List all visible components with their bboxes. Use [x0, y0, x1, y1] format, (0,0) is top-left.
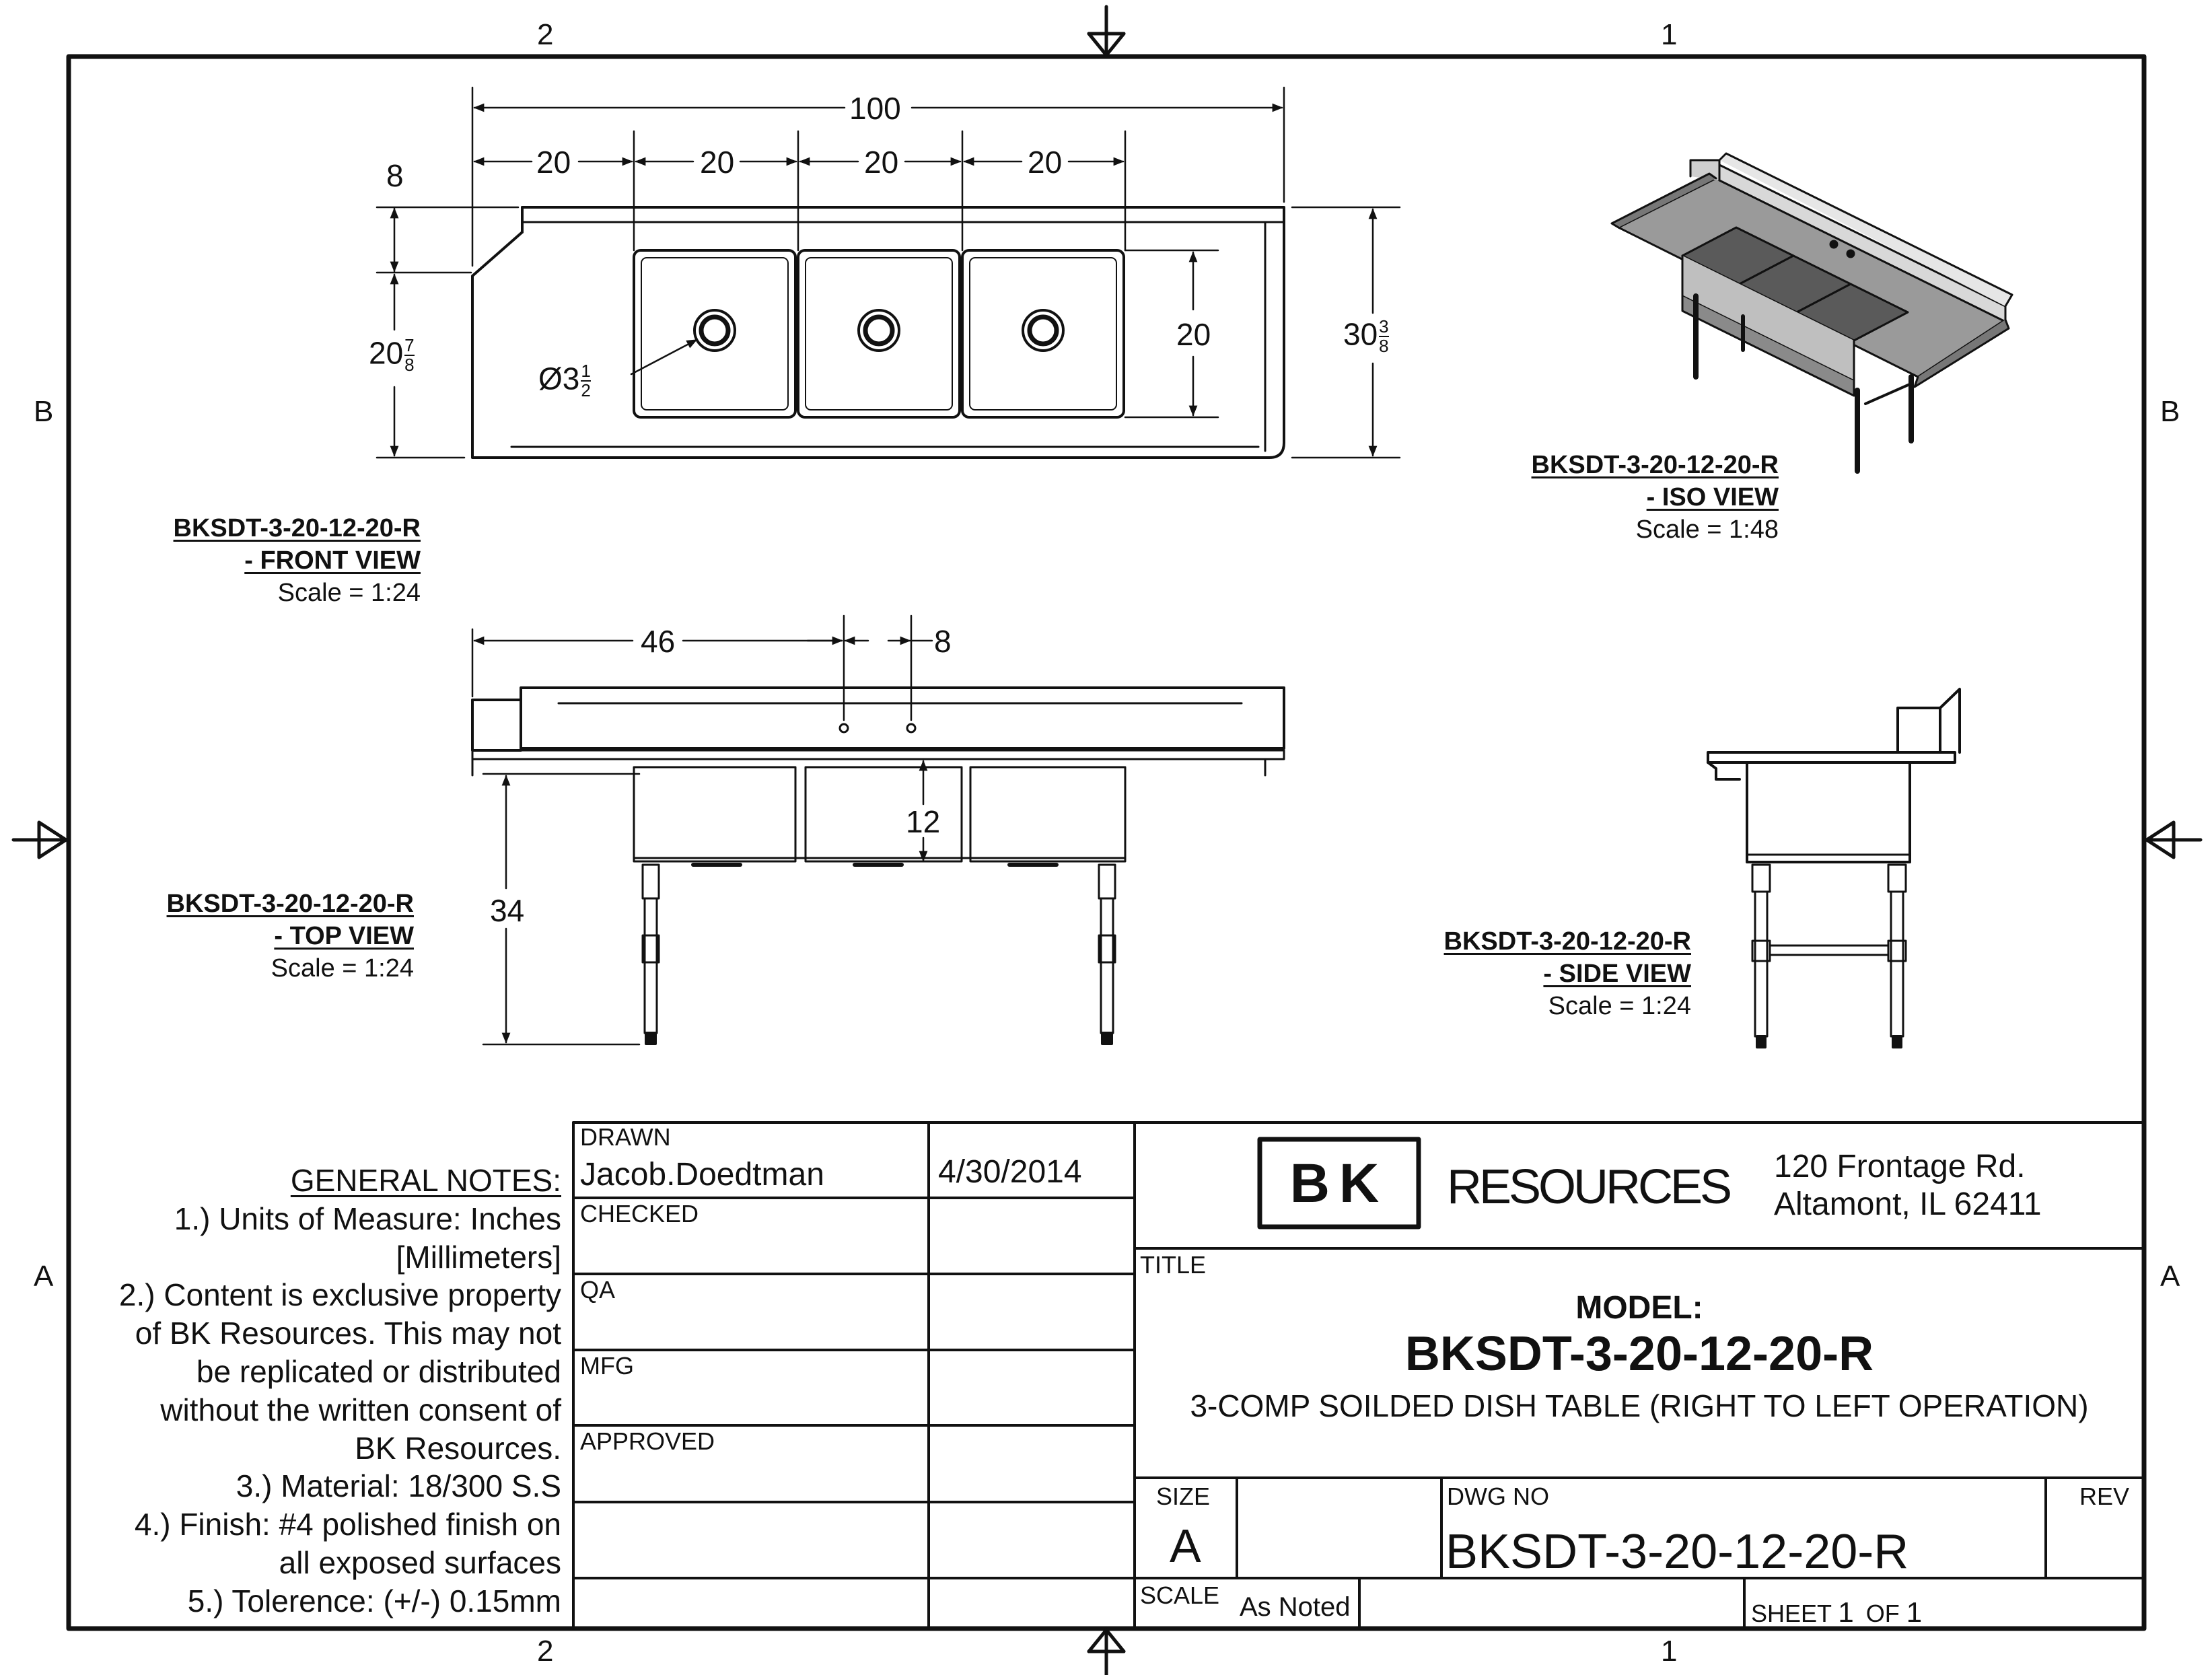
sheet-info	[1751, 1598, 1922, 1627]
dim-drain-whole: 3	[562, 361, 580, 396]
dim-segment-2: 20	[700, 145, 735, 180]
side-view-title-1: BKSDT-3-20-12-20-R	[1443, 927, 1691, 956]
zone-right-a: A	[2160, 1260, 2180, 1293]
company-address-1: 120 Frontage Rd.	[1774, 1149, 2026, 1184]
dim-bowl-height: 12	[906, 804, 941, 839]
iso-view-title-1: BKSDT-3-20-12-20-R	[1531, 451, 1779, 479]
sheet-total: 1	[1906, 1596, 1923, 1628]
dim-depth-num: 7	[404, 335, 415, 355]
dim-segment-3: 20	[864, 145, 899, 180]
iso-view-drawing	[1612, 153, 2012, 471]
note-line: 1.) Units of Measure: Inches	[174, 1201, 561, 1236]
model-description: 3-COMP SOILDED DISH TABLE (RIGHT TO LEFT OPERATION)	[1190, 1388, 2089, 1423]
approved-label: APPROVED	[580, 1427, 715, 1455]
dim-depth	[369, 336, 415, 375]
note-line: all exposed surfaces	[279, 1544, 561, 1580]
dim-depth-whole: 20	[369, 335, 404, 371]
bk-logo: BK	[1289, 1153, 1389, 1214]
scale-value: As Noted	[1240, 1592, 1351, 1622]
dim-drain-num: 1	[581, 361, 591, 381]
top-view-drawing	[472, 688, 1284, 1044]
general-notes-heading: GENERAL NOTES:	[290, 1163, 561, 1198]
dim-bowl-depth: 20	[1176, 317, 1211, 352]
dim-overall-depth-num: 3	[1379, 316, 1389, 336]
drawn-label: DRAWN	[580, 1123, 671, 1151]
center-mark-bottom	[1089, 1629, 1124, 1675]
side-view-title-2: - SIDE VIEW	[1543, 960, 1691, 988]
top-view-dimensions	[472, 616, 932, 1044]
iso-view-title-2: - ISO VIEW	[1646, 483, 1779, 511]
zone-bottom-1: 1	[1661, 1635, 1678, 1668]
center-mark-right	[2144, 822, 2201, 857]
front-view-title-2: - FRONT VIEW	[244, 546, 421, 575]
scale-label: SCALE	[1140, 1581, 1220, 1609]
qa-label: QA	[580, 1276, 616, 1304]
note-line: be replicated or distributed	[196, 1353, 561, 1389]
zone-right-b: B	[2160, 395, 2180, 428]
center-mark-top	[1089, 7, 1124, 57]
diameter-symbol: Ø	[538, 361, 563, 396]
dim-depth-den: 8	[404, 355, 415, 376]
checked-label: CHECKED	[580, 1200, 699, 1227]
zone-left-a: A	[34, 1260, 54, 1293]
zone-left-b: B	[34, 395, 54, 428]
company-name: RESOURCES	[1447, 1160, 1730, 1214]
rev-label: REV	[2079, 1483, 2130, 1510]
side-view-scale: Scale = 1:24	[1548, 992, 1691, 1020]
dim-height: 34	[490, 893, 525, 928]
iso-view-scale: Scale = 1:48	[1635, 515, 1779, 544]
dim-overall-depth-den: 8	[1379, 336, 1389, 357]
front-view-title-1: BKSDT-3-20-12-20-R	[173, 514, 421, 542]
top-view-title-1: BKSDT-3-20-12-20-R	[166, 890, 414, 918]
zone-top-2: 2	[537, 18, 554, 51]
dim-backsplash: 8	[386, 158, 404, 193]
zone-bottom-2: 2	[537, 1635, 554, 1668]
company-address-2: Altamont, IL 62411	[1774, 1186, 2042, 1222]
top-view-title-2: - TOP VIEW	[274, 922, 414, 950]
note-line: without the written consent of	[160, 1392, 561, 1427]
of-label: OF	[1865, 1600, 1900, 1627]
front-view-dimensions	[377, 87, 1400, 458]
note-line: [Millimeters]	[396, 1239, 561, 1275]
dim-segment-1: 20	[536, 145, 571, 180]
iso-view-label	[1532, 452, 1779, 542]
note-line: of BK Resources. This may not	[135, 1316, 561, 1351]
dim-segment-4: 20	[1028, 145, 1063, 180]
front-view-label	[174, 515, 421, 606]
general-notes	[119, 1162, 561, 1620]
note-line: BK Resources.	[355, 1430, 561, 1466]
model-label: MODEL:	[1575, 1290, 1703, 1326]
dim-drain-den: 2	[581, 380, 591, 401]
model-number: BKSDT-3-20-12-20-R	[1404, 1327, 1874, 1381]
sheet-label: SHEET	[1751, 1600, 1832, 1627]
dim-hole-spacing: 8	[934, 624, 952, 659]
front-view-drawing	[472, 207, 1284, 458]
note-line: 4.) Finish: #4 polished finish on	[134, 1507, 561, 1542]
front-view-scale: Scale = 1:24	[277, 579, 421, 607]
drawn-date: 4/30/2014	[938, 1154, 1082, 1190]
drawn-by: Jacob.Doedtman	[580, 1157, 824, 1192]
sheet-number: 1	[1838, 1596, 1854, 1628]
center-mark-left	[13, 822, 69, 857]
dwg-no-value: BKSDT-3-20-12-20-R	[1446, 1525, 1909, 1579]
side-view-label	[1444, 929, 1691, 1019]
top-view-label	[167, 891, 414, 981]
note-line: 5.) Tolerence: (+/-) 0.15mm	[187, 1583, 561, 1618]
note-line: 3.) Material: 18/300 S.S	[236, 1468, 561, 1504]
dim-offset: 46	[641, 624, 676, 659]
title-label: TITLE	[1140, 1251, 1207, 1279]
size-label: SIZE	[1156, 1483, 1211, 1510]
dim-overall-depth-whole: 30	[1343, 316, 1378, 352]
side-view-drawing	[1708, 689, 1960, 1047]
dwg-no-label: DWG NO	[1447, 1483, 1549, 1510]
zone-top-1: 1	[1661, 18, 1678, 51]
dim-overall-width: 100	[849, 91, 901, 126]
top-view-scale: Scale = 1:24	[271, 954, 414, 983]
dim-drain-diameter	[538, 362, 591, 400]
dim-overall-depth	[1343, 318, 1389, 356]
note-line: 2.) Content is exclusive property	[118, 1277, 561, 1313]
mfg-label: MFG	[580, 1352, 634, 1380]
size-value: A	[1170, 1520, 1201, 1572]
